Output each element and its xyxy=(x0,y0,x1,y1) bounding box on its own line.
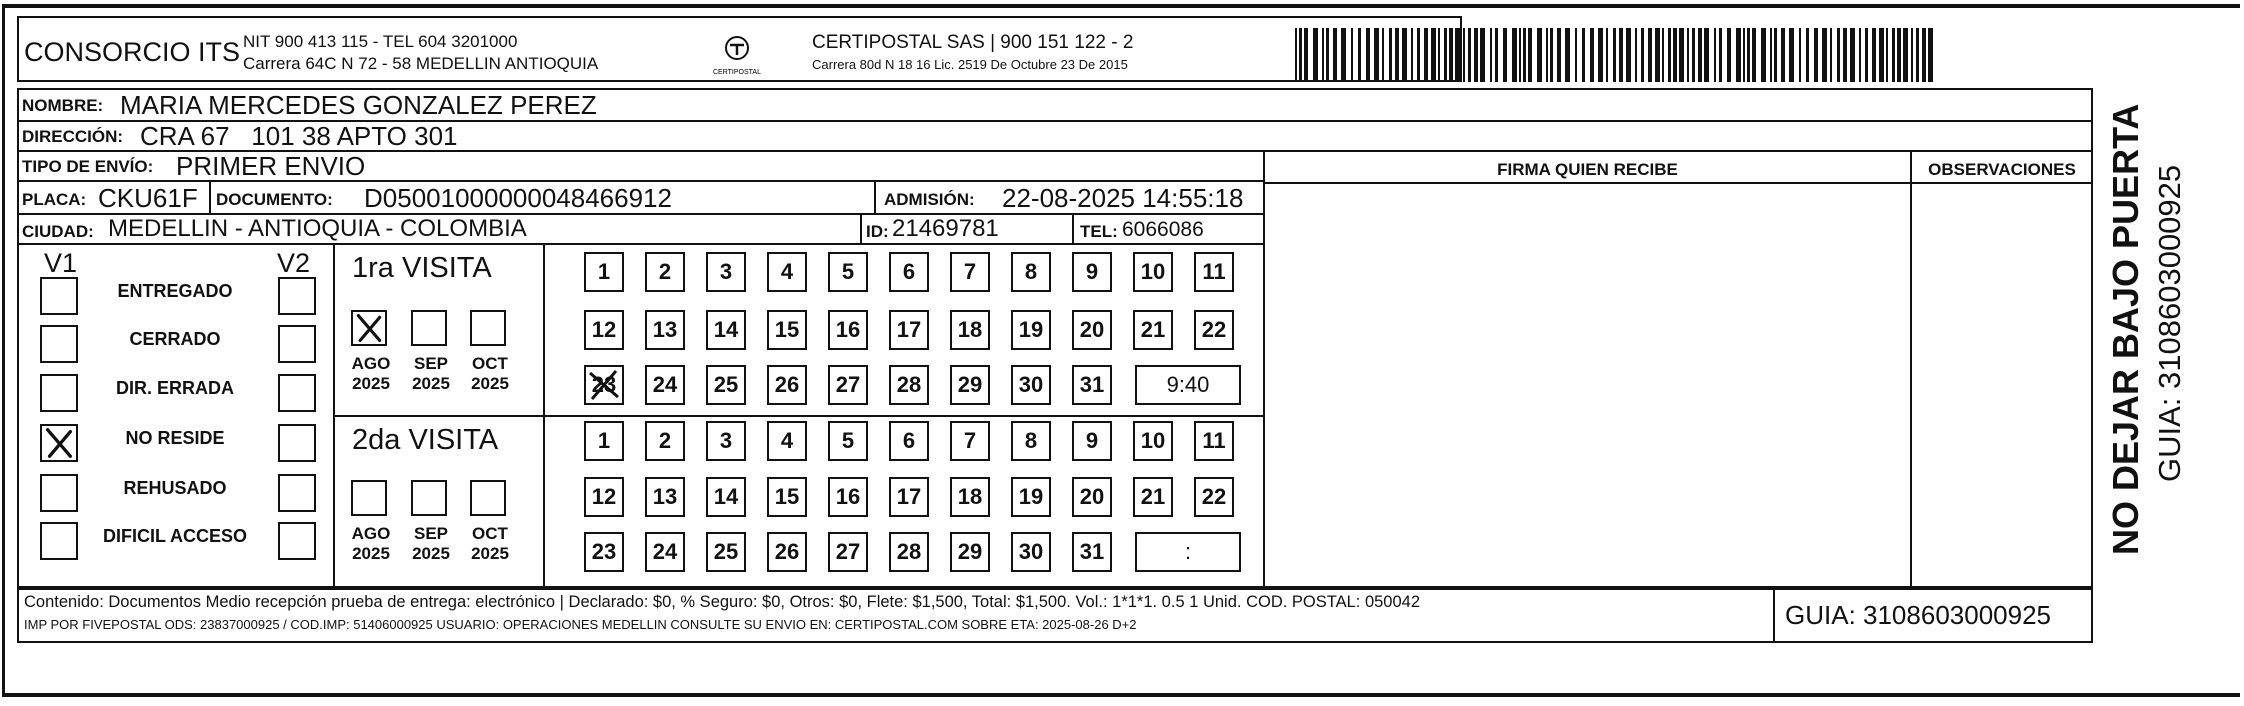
day-box[interactable]: 18 xyxy=(950,477,990,517)
shipment-type: PRIMER ENVIO xyxy=(176,151,366,181)
day-box[interactable]: 26 xyxy=(767,365,807,405)
day-box[interactable]: 19 xyxy=(1011,477,1051,517)
day-box[interactable]: 9 xyxy=(1072,252,1112,292)
month-label: AGO 2025 xyxy=(351,354,391,393)
day-box[interactable]: 25 xyxy=(706,365,746,405)
cell-divider xyxy=(860,213,862,244)
day-box[interactable]: 22 xyxy=(1194,310,1234,350)
day-box[interactable]: 5 xyxy=(828,421,868,461)
day-box[interactable]: 29 xyxy=(950,532,990,572)
day-box[interactable]: 3 xyxy=(706,252,746,292)
day-box[interactable]: 28 xyxy=(889,532,929,572)
day-box[interactable]: 30 xyxy=(1011,532,1051,572)
day-box[interactable]: 10 xyxy=(1133,252,1173,292)
tel-value: 6066086 xyxy=(1122,218,1204,241)
document-label: DOCUMENTO: xyxy=(216,190,333,209)
day-box[interactable]: 28 xyxy=(889,365,929,405)
v2-header: V2 xyxy=(277,248,311,278)
day-box[interactable]: 19 xyxy=(1011,310,1051,350)
certipostal-logo xyxy=(706,32,768,78)
plate-value: CKU61F xyxy=(98,183,198,213)
name-label: NOMBRE: xyxy=(22,96,104,115)
footer-divider xyxy=(1773,588,1775,643)
day-box[interactable]: 22 xyxy=(1194,477,1234,517)
v2-checkbox[interactable] xyxy=(278,424,316,462)
v1-checkbox[interactable] xyxy=(40,522,78,560)
carrier-address: Carrera 80d N 18 16 Lic. 2519 De Octubre 23 De 2015 xyxy=(812,57,1128,72)
day-box[interactable]: 14 xyxy=(706,477,746,517)
tel-label: TEL: xyxy=(1080,222,1118,241)
v1-checkbox[interactable] xyxy=(40,474,78,512)
v2-checkbox[interactable] xyxy=(278,325,316,363)
month-label: OCT 2025 xyxy=(471,524,509,563)
observations-header: OBSERVACIONES xyxy=(1928,160,2076,179)
month-checkbox[interactable] xyxy=(470,480,506,516)
v2-checkbox[interactable] xyxy=(278,522,316,560)
day-box[interactable]: 30 xyxy=(1011,365,1051,405)
day-box[interactable]: 27 xyxy=(828,532,868,572)
address-label: DIRECCIÓN: xyxy=(22,127,124,146)
day-box[interactable]: 12 xyxy=(584,477,624,517)
row-line xyxy=(1265,182,2093,184)
month-label: SEP 2025 xyxy=(412,354,450,393)
day-box[interactable]: 14 xyxy=(706,310,746,350)
id-label: ID: xyxy=(866,222,889,241)
status-label: NO RESIDE xyxy=(125,428,225,448)
status-label: REHUSADO xyxy=(123,478,227,498)
day-box[interactable]: 7 xyxy=(950,252,990,292)
signature-header: FIRMA QUIEN RECIBE xyxy=(1497,160,1678,179)
day-box[interactable]: 24 xyxy=(645,365,685,405)
day-box[interactable]: 24 xyxy=(645,532,685,572)
barcode xyxy=(1295,28,1937,82)
day-box[interactable]: 21 xyxy=(1133,310,1173,350)
recipient-name: MARIA MERCEDES GONZALEZ PEREZ xyxy=(120,90,597,120)
day-box[interactable]: 13 xyxy=(645,310,685,350)
month-label: OCT 2025 xyxy=(471,354,509,393)
day-box[interactable]: 4 xyxy=(767,421,807,461)
signature-column-left xyxy=(1263,150,1265,588)
day-box[interactable]: 4 xyxy=(767,252,807,292)
document-value: D05001000000048466912 xyxy=(364,183,672,213)
day-box[interactable]: 5 xyxy=(828,252,868,292)
day-box[interactable]: 8 xyxy=(1011,421,1051,461)
company-name: CONSORCIO ITS xyxy=(24,37,241,67)
day-box[interactable]: 2 xyxy=(645,421,685,461)
row-line xyxy=(17,243,1265,245)
day-box[interactable]: 27 xyxy=(828,365,868,405)
v1-checkbox[interactable] xyxy=(40,277,78,315)
day-box[interactable]: 12 xyxy=(584,310,624,350)
cell-divider xyxy=(209,182,211,214)
v1-header: V1 xyxy=(44,248,78,278)
day-box[interactable]: 29 xyxy=(950,365,990,405)
admission-label: ADMISIÓN: xyxy=(884,190,975,209)
v1-checkbox[interactable] xyxy=(40,374,78,412)
company-address: Carrera 64C N 72 - 58 MEDELLIN ANTIOQUIA xyxy=(243,54,599,73)
day-box[interactable]: 9 xyxy=(1072,421,1112,461)
day-box[interactable]: 20 xyxy=(1072,310,1112,350)
footer-print-info: IMP POR FIVEPOSTAL ODS: 23837000925 / COD.IMP: 51406000925 USUARIO: OPERACIONES MEDELLIN CONSULTE SU ENVIO EN: CERTIPOSTAL.COM SOBRE ETA: 2025-08-26 D+2 xyxy=(24,617,1137,632)
day-box[interactable]: 31 xyxy=(1072,532,1112,572)
side-guia: GUIA: 3108603000925 xyxy=(2152,164,2187,482)
day-box[interactable]: 11 xyxy=(1194,252,1234,292)
visit-row-divider xyxy=(333,415,1263,417)
v1-checkbox[interactable] xyxy=(40,424,78,462)
month-checkbox[interactable] xyxy=(411,310,447,346)
visit-time-box[interactable]: 9:40 xyxy=(1135,365,1241,405)
day-box[interactable]: 23 xyxy=(584,365,624,405)
v1-checkbox[interactable] xyxy=(40,325,78,363)
month-checkbox[interactable] xyxy=(411,480,447,516)
day-box[interactable]: 17 xyxy=(889,477,929,517)
day-box[interactable]: 13 xyxy=(645,477,685,517)
status-label: ENTREGADO xyxy=(117,281,233,301)
plate-label: PLACA: xyxy=(22,190,87,209)
carrier-name: CERTIPOSTAL SAS | 900 151 122 - 2 xyxy=(812,32,1134,53)
shipment-type-label: TIPO DE ENVÍO: xyxy=(22,157,154,176)
day-box[interactable]: 6 xyxy=(889,421,929,461)
day-box[interactable]: 20 xyxy=(1072,477,1112,517)
month-checkbox[interactable] xyxy=(351,480,387,516)
observations-column-left xyxy=(1910,150,1912,588)
footer-guia: GUIA: 3108603000925 xyxy=(1785,600,2051,630)
status-label: DIFICIL ACCESO xyxy=(102,526,247,546)
company-nit: NIT 900 413 115 - TEL 604 3201000 xyxy=(243,32,518,51)
v2-checkbox[interactable] xyxy=(278,474,316,512)
visit-time-box[interactable]: : xyxy=(1135,532,1241,572)
status-label: DIR. ERRADA xyxy=(115,378,234,398)
day-box[interactable]: 21 xyxy=(1133,477,1173,517)
recipient-address: CRA 67 101 38 APTO 301 xyxy=(140,121,458,151)
day-box[interactable]: 8 xyxy=(1011,252,1051,292)
day-box[interactable]: 6 xyxy=(889,252,929,292)
day-box[interactable]: 16 xyxy=(828,310,868,350)
day-box[interactable]: 26 xyxy=(767,532,807,572)
day-box[interactable]: 16 xyxy=(828,477,868,517)
day-box[interactable]: 15 xyxy=(767,310,807,350)
visit1-title: 1ra VISITA xyxy=(352,252,492,284)
day-box[interactable]: 1 xyxy=(584,421,624,461)
month-label: SEP 2025 xyxy=(412,524,450,563)
cell-divider xyxy=(874,182,876,214)
day-box[interactable]: 23 xyxy=(584,532,624,572)
v2-checkbox[interactable] xyxy=(278,277,316,315)
admission-value: 22-08-2025 14:55:18 xyxy=(1002,183,1244,213)
day-box[interactable]: 11 xyxy=(1194,421,1234,461)
no-dejar-warning: NO DEJAR BAJO PUERTA xyxy=(2105,103,2146,555)
v2-checkbox[interactable] xyxy=(278,374,316,412)
day-box[interactable]: 3 xyxy=(706,421,746,461)
month-checkbox[interactable] xyxy=(351,310,387,346)
day-box[interactable]: 31 xyxy=(1072,365,1112,405)
month-label: AGO 2025 xyxy=(351,524,391,563)
day-box[interactable]: 17 xyxy=(889,310,929,350)
id-value: 21469781 xyxy=(892,215,999,242)
footer-contents: Contenido: Documentos Medio recepción prueba de entrega: electrónico | Declarado: $0, % Seguro: $0, Otros: $0, Flete: $1,500, Total: $1,500. Vol.: 1*1*1. 0.5 1 Unid. COD. POSTAL: 050042 xyxy=(24,593,1421,611)
day-box[interactable]: 18 xyxy=(950,310,990,350)
city-value: MEDELLIN - ANTIOQUIA - COLOMBIA xyxy=(108,215,527,242)
day-box[interactable]: 10 xyxy=(1133,421,1173,461)
day-box[interactable]: 25 xyxy=(706,532,746,572)
day-box[interactable]: 15 xyxy=(767,477,807,517)
day-box[interactable]: 7 xyxy=(950,421,990,461)
status-label: CERRADO xyxy=(129,329,221,349)
cell-divider xyxy=(1072,213,1074,244)
day-box[interactable]: 2 xyxy=(645,252,685,292)
day-box[interactable]: 1 xyxy=(584,252,624,292)
svg-text:CERTIPOSTAL: CERTIPOSTAL xyxy=(713,69,761,76)
city-label: CIUDAD: xyxy=(22,222,94,241)
visit2-title: 2da VISITA xyxy=(352,424,499,456)
month-checkbox[interactable] xyxy=(470,310,506,346)
